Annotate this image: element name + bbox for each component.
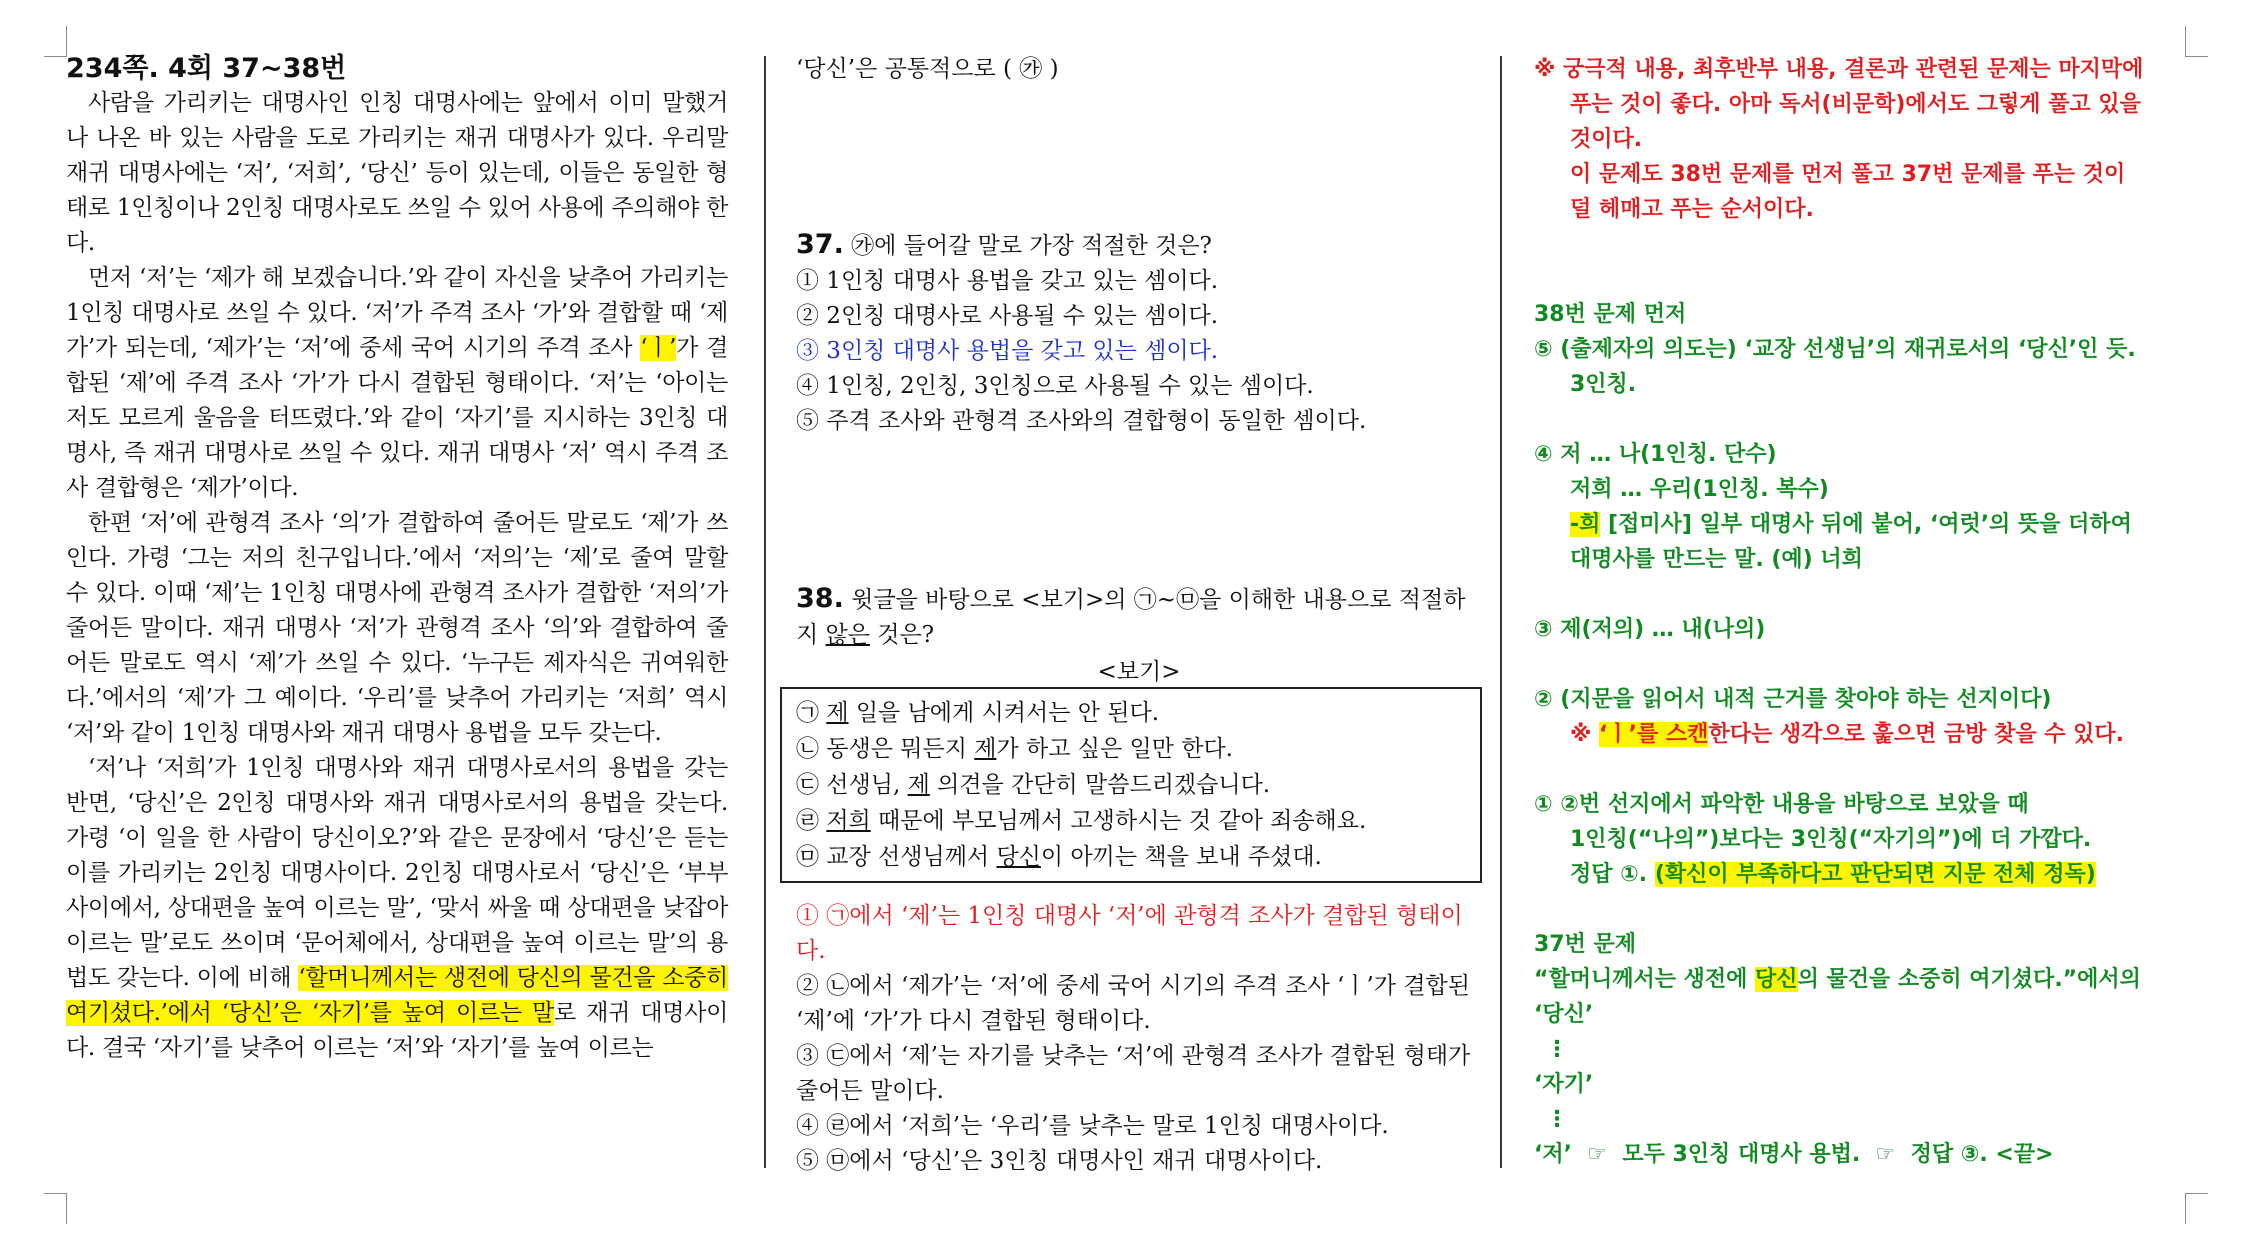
passage-paragraph-3: 한편 ‘저’에 관형격 조사 ‘의’가 결합하여 줄어든 말로도 ‘제’가 쓰인다. 가령 ‘그는 저의 친구입니다.’에서 ‘저의’는 ‘제’로 줄여 말할 수 있다. 이때 ‘제’는 1인칭 대명사에 관형격 조사가 결합한 ‘저의’가 줄어든 말이다. 재귀 대명사 ‘저’가 관형격 조사 ‘의’와 결합하여 줄어든 말로도 역시 ‘제’가 쓰일 수 있다. ‘누구든 제자식은 귀여워한다.’에서의 ‘제’가 그 예이다. ‘우리’를 낮추어 가리키는 ‘저희’ 역시 ‘저’와 같이 1인칭 대명사와 재귀 대명사 용법을 모두 갖는다. <box>66 510 728 746</box>
text-run: ‘저’나 ‘저희’가 1인칭 대명사와 재귀 대명사로서의 용법을 갖는 반면, ‘당신’은 2인칭 대명사와 재귀 대명사로서의 용법을 갖는다. 가령 ‘이 일을 한 사람이 당신이오?’와 같은 문장에서 ‘당신’은 듣는 이를 가리키는 2인칭 대명사이다. 2인칭 대명사로서 ‘당신’은 ‘부부 사이에서, 상대편을 높여 이르는 말’, ‘맞서 싸울 때 상대편을 낮잡아 이르는 말’로도 쓰이며 ‘문어체에서, 상대편을 높여 이르는 말’의 용법도 갖는다. 이에 비해 <box>66 755 728 991</box>
note-line <box>1534 507 2196 542</box>
section-heading: 37번 문제 <box>1534 932 1637 957</box>
underlined-text: 제 <box>974 736 997 762</box>
bogi-item <box>796 839 1466 875</box>
column-divider-1 <box>764 56 766 1168</box>
annotation-column <box>1534 52 2196 1172</box>
ellipsis-mark: ⋮ <box>1546 1107 1568 1132</box>
text-run: ㉠ <box>796 700 827 726</box>
note-line: ② (지문을 읽어서 내적 근거를 찾아야 하는 선지이다) <box>1534 687 2052 712</box>
question-37-options <box>796 264 1482 439</box>
note-line: 1인칭(“나의”)보다는 3인칭(“자기의”)에 더 가깝다. <box>1570 827 2092 852</box>
option-3: ③ 3인칭 대명사 용법을 갖고 있는 셈이다. <box>796 338 1219 364</box>
note-line: 것이다. <box>1570 127 1643 152</box>
highlighted-text: 당신 <box>1755 967 1798 992</box>
question-38-options <box>796 899 1482 1179</box>
q38-notes <box>1534 297 2196 892</box>
column-divider-2 <box>1500 56 1502 1168</box>
note-line: 3인칭. <box>1570 372 1637 397</box>
text-run: “할머니께서는 생전에 <box>1534 967 1756 992</box>
note-line: ④ 저 … 나(1인칭. 단수) <box>1534 442 1777 467</box>
passage-column <box>66 52 728 1066</box>
section-heading: 38번 문제 먼저 <box>1534 302 1687 327</box>
bogi-item <box>796 767 1466 803</box>
underlined-text: 않은 <box>825 622 870 648</box>
question-text: 것은? <box>869 622 935 648</box>
underlined-text: 저희 <box>826 808 871 834</box>
question-37 <box>796 227 1482 264</box>
passage-paragraph-4 <box>66 751 728 1066</box>
option-2: ② 2인칭 대명사로 사용될 수 있는 셈이다. <box>796 303 1219 329</box>
questions-column <box>796 52 1482 1179</box>
text-run: 한다는 생각으로 훑으면 금방 찾을 수 있다. <box>1708 722 2125 747</box>
crop-mark-bottom-left <box>44 1193 67 1224</box>
question-text: 윗글을 바탕으로 <보기>의 ㉠~㉤을 이해한 내용으로 적절하지 <box>796 587 1466 648</box>
option-1: ① ㉠에서 ‘제’는 1인칭 대명사 ‘저’에 관형격 조사가 결합된 형태이다. <box>796 903 1463 964</box>
text-run: 정답 ①. <box>1570 862 1655 887</box>
note-line <box>1534 857 2196 892</box>
text-run: 이 아끼는 책을 보내 주셨대. <box>1040 844 1322 870</box>
text-run: [접미사] 일부 대명사 뒤에 붙어, ‘여럿’의 뜻을 더하여 <box>1600 512 2132 537</box>
bogi-title: <보기> <box>1097 659 1181 685</box>
note-line: ⑤ (출제자의 의도는) ‘교장 선생님’의 재귀로서의 ‘당신’인 듯. <box>1534 337 2136 362</box>
bogi-item <box>796 695 1466 731</box>
text-run: ㉡ 동생은 뭐든지 <box>796 736 975 762</box>
q37-notes <box>1534 927 2196 1172</box>
text-run: 의견을 간단히 말씀드리겠습니다. <box>929 772 1271 798</box>
highlighted-text: ‘ㅣ’를 스캔 <box>1599 722 1709 747</box>
underlined-text: 당신 <box>996 844 1041 870</box>
text-run: ㉢ 선생님, <box>796 772 908 798</box>
note-line: ‘자기’ <box>1534 1072 1594 1097</box>
bogi-item <box>796 731 1466 767</box>
note-line: 저희 … 우리(1인칭. 복수) <box>1570 477 1829 502</box>
crop-mark-top-left <box>44 26 67 57</box>
text-run: 로 재귀 대명사이다. 결국 ‘자기’를 낮추어 이르는 ‘저’와 ‘자기’를 높여 이르는 <box>66 1000 728 1061</box>
note-line: ※ 궁극적 내용, 최후반부 내용, 결론과 관련된 문제는 마지막에 <box>1534 57 2144 82</box>
note-line: ③ 제(저의) … 내(나의) <box>1534 617 1766 642</box>
option-5: ⑤ 주격 조사와 관형격 조사와의 결합형이 동일한 셈이다. <box>796 408 1367 434</box>
note-line <box>1534 962 2196 997</box>
crop-mark-bottom-right <box>2185 1193 2208 1224</box>
text-run: 일을 남에게 시켜서는 안 된다. <box>848 700 1160 726</box>
question-38 <box>796 581 1482 653</box>
text-run: ※ <box>1570 722 1600 747</box>
ellipsis-mark: ⋮ <box>1546 1037 1568 1062</box>
underlined-text: 제 <box>907 772 930 798</box>
option-4: ④ 1인칭, 2인칭, 3인칭으로 사용될 수 있는 셈이다. <box>796 373 1314 399</box>
note-line: 이 문제도 38번 문제를 먼저 풀고 37번 문제를 푸는 것이 <box>1570 162 2126 187</box>
option-2: ② ㉡에서 ‘제가’는 ‘저’에 중세 국어 시기의 주격 조사 ‘ㅣ’가 결합된 ‘제’에 ‘가’가 다시 결합된 형태이다. <box>796 973 1470 1034</box>
page-title: 234쪽. 4회 37~38번 <box>66 53 347 84</box>
highlighted-text: -희 <box>1570 512 1601 537</box>
note-line: 푸는 것이 좋다. 아마 독서(비문학)에서도 그렇게 풀고 있을 <box>1570 92 2141 117</box>
highlighted-text: ‘할머니께서는 생전에 당신의 물건을 소중히 여기셨다.’에서 ‘당신’은 ‘자기’를 높여 이르는 말 <box>66 965 728 1026</box>
option-1: ① 1인칭 대명사 용법을 갖고 있는 셈이다. <box>796 268 1219 294</box>
final-answer: ‘저’ ☞ 모두 3인칭 대명사 용법. ☞ 정답 ③. <끝> <box>1534 1142 2054 1167</box>
bogi-box <box>780 687 1482 883</box>
text-run: 때문에 부모님께서 고생하시는 것 같아 죄송해요. <box>870 808 1367 834</box>
text-run: 가 결합된 ‘제’에 주격 조사 ‘가’가 다시 결합된 형태이다. ‘저’는 ‘아이는 저도 모르게 울음을 터뜨렸다.’와 같이 ‘자기’를 지시하는 3인칭 대명사, 즉 재귀 대명사로 쓰일 수 있다. 재귀 대명사 ‘저’ 역시 주격 조사 결합형은 ‘제가’이다. <box>66 335 728 501</box>
text-run: 의 물건을 소중히 여기셨다.”에서의 <box>1797 967 2141 992</box>
note-line: 대명사를 만드는 말. (예) 너희 <box>1570 547 1863 572</box>
option-5: ⑤ ㉤에서 ‘당신’은 3인칭 대명사인 재귀 대명사이다. <box>796 1148 1323 1174</box>
option-4: ④ ㉣에서 ‘저희’는 ‘우리’를 낮추는 말로 1인칭 대명사이다. <box>796 1113 1389 1139</box>
question-number: 37. <box>796 229 844 260</box>
bogi-item <box>796 803 1466 839</box>
underlined-text: 제 <box>826 700 849 726</box>
highlighted-text: ‘ㅣ’ <box>640 335 677 361</box>
strategy-note <box>1534 52 2196 227</box>
passage-paragraph-2 <box>66 261 728 506</box>
text-run: ㉣ <box>796 808 827 834</box>
note-line <box>1534 717 2196 752</box>
question-text: ㉮에 들어갈 말로 가장 적절한 것은? <box>843 233 1212 259</box>
text-run: ㉤ 교장 선생님께서 <box>796 844 997 870</box>
passage-paragraph-1: 사람을 가리키는 대명사인 인칭 대명사에는 앞에서 이미 말했거나 나온 바 있는 사람을 도로 가리키는 재귀 대명사가 있다. 우리말 재귀 대명사에는 ‘저’, ‘저희’, ‘당신’ 등이 있는데, 이들은 동일한 형태로 1인칭이나 2인칭 대명사로도 쓰일 수 있어 사용에 주의해야 한다. <box>66 90 728 256</box>
passage-continuation: ‘당신’은 공통적으로 ( ㉮ ) <box>796 56 1059 82</box>
text-run: 먼저 ‘저’는 ‘제가 해 보겠습니다.’와 같이 자신을 낮추어 가리키는 1인칭 대명사로 쓰일 수 있다. ‘저’가 주격 조사 ‘가’와 결합할 때 ‘제가’가 되는데, ‘제가’는 ‘저’에 중세 국어 시기의 주격 조사 <box>66 265 728 361</box>
note-line: ‘당신’ <box>1534 1002 1594 1027</box>
note-line: ① ②번 선지에서 파악한 내용을 바탕으로 보았을 때 <box>1534 792 2029 817</box>
highlighted-text: (확신이 부족하다고 판단되면 지문 전체 정독) <box>1654 862 2096 887</box>
text-run: 가 하고 싶은 일만 한다. <box>996 736 1233 762</box>
question-number: 38. <box>796 583 844 614</box>
option-3: ③ ㉢에서 ‘제’는 자기를 낮추는 ‘저’에 관형격 조사가 결합된 형태가 줄어든 말이다. <box>796 1043 1471 1104</box>
note-line: 덜 헤매고 푸는 순서이다. <box>1570 197 1814 222</box>
